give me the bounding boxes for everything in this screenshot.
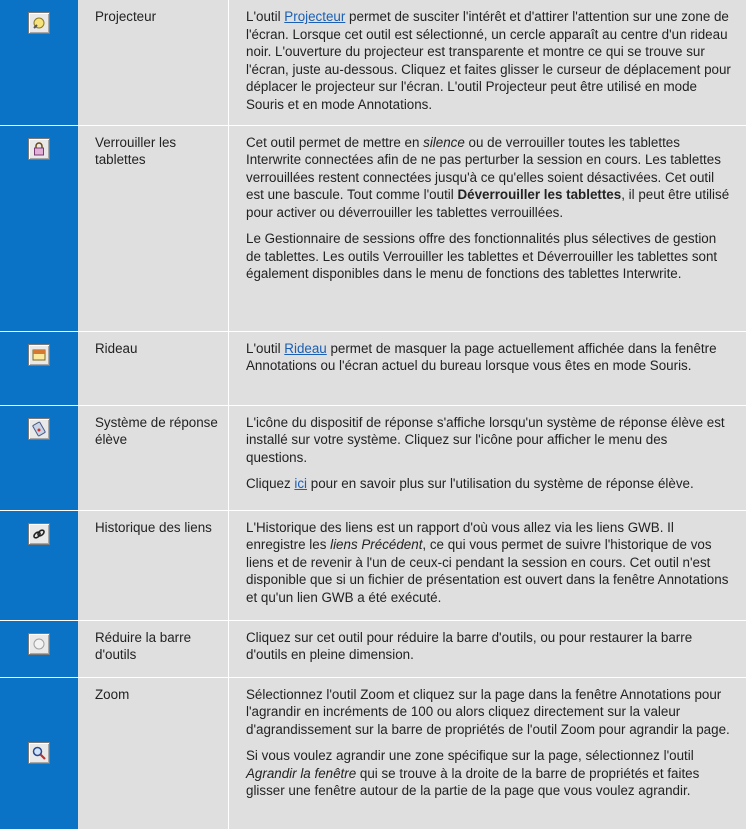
minimize-toolbar-icon[interactable] — [28, 633, 50, 655]
description-cell — [229, 405, 746, 510]
link-history-icon[interactable] — [28, 523, 50, 545]
table-row — [0, 510, 746, 620]
table-row — [0, 620, 746, 677]
icon-cell — [0, 620, 78, 677]
tool-name: Projecteur — [78, 0, 228, 26]
projecteur-link[interactable]: Projecteur — [284, 9, 345, 24]
text: Cet outil permet de mettre en — [246, 135, 423, 150]
name-cell — [78, 677, 229, 829]
text: Le Gestionnaire de sessions offre des fonctionnalités plus sélectives de gestion de tablettes. Les outils Verrouiller les tablettes et Déverrouiller les tablettes sont également disponibles dans le menu de fonctions des tablettes Interwrite. — [246, 231, 717, 281]
icon-cell — [0, 0, 78, 125]
italic-text: silence — [423, 135, 465, 150]
description-paragraph — [246, 340, 732, 375]
text: Cliquez — [246, 476, 294, 491]
table-row — [0, 677, 746, 829]
response-system-icon[interactable] — [28, 418, 50, 440]
description-paragraph — [246, 134, 732, 222]
name-cell — [78, 510, 229, 620]
name-cell — [78, 405, 229, 510]
icon-cell — [0, 677, 78, 829]
bold-text: Déverrouiller les tablettes — [457, 187, 621, 202]
spotlight-icon[interactable] — [28, 12, 50, 34]
italic-text: Agrandir la fenêtre — [246, 766, 356, 781]
description-cell — [229, 510, 746, 620]
tool-name: Rideau — [78, 332, 228, 358]
name-cell — [78, 0, 229, 125]
description-cell — [229, 620, 746, 677]
icon-cell — [0, 405, 78, 510]
text: L'outil — [246, 341, 284, 356]
text: , il peut être utilisé pour activer ou déverrouiller les tablettes verrouillées. — [246, 187, 729, 220]
tool-name: Zoom — [78, 678, 228, 704]
text: ou de verrouiller toutes les tablettes Interwrite connectées afin de ne pas perturber la session en cours. Les tablettes verrouillées restent connectées jusqu'à ce qu'elles soient désactivées. Cet outil est une bascule. Tout comme l'outil — [246, 135, 721, 203]
table-row — [0, 405, 746, 510]
text: L'Historique des liens est un rapport d'où vous allez via les liens GWB. Il enregistre les — [246, 520, 674, 553]
italic-text: liens Précédent — [330, 537, 422, 552]
tool-name: Verrouiller les tablettes — [78, 126, 228, 169]
rideau-link[interactable]: Rideau — [284, 341, 326, 356]
icon-cell — [0, 510, 78, 620]
description-cell — [229, 0, 746, 125]
description-cell — [229, 677, 746, 829]
curtain-icon[interactable] — [28, 344, 50, 366]
table-row — [0, 0, 746, 125]
zoom-icon[interactable] — [28, 742, 50, 764]
icon-cell — [0, 125, 78, 331]
name-cell — [78, 125, 229, 331]
text: permet de susciter l'intérêt et d'attirer l'attention sur une zone de l'écran. Lorsque cet outil est sélectionné, un cercle apparaît au centre d'un rideau noir. L'ouverture du projecteur est transparente et montre ce qui se trouve sur l'écran, juste au-dessous. Cliquez et faites glisser le curseur de déplacement pour déplacer le projecteur sur l'écran. L'outil Projecteur peut être utilisé en mode Souris et en mode Annotations. — [246, 9, 731, 112]
icon-cell — [0, 331, 78, 405]
text: Sélectionnez l'outil Zoom et cliquez sur la page dans la fenêtre Annotations pour l'agrandir en incréments de 100 ou alors cliquez directement sur la valeur d'agrandissement sur la barre de propriétés de l'outil Zoom pour agrandir la page. — [246, 687, 730, 737]
name-cell — [78, 620, 229, 677]
text: pour en savoir plus sur l'utilisation du système de réponse élève. — [307, 476, 694, 491]
description-cell — [229, 331, 746, 405]
description-paragraph — [246, 8, 732, 113]
table-row — [0, 331, 746, 405]
text: permet de masquer la page actuellement affichée dans la fenêtre Annotations ou l'écran actuel du bureau lorsque vous êtes en mode Souris. — [246, 341, 717, 374]
description-paragraph — [246, 686, 732, 739]
description-paragraph — [246, 629, 732, 664]
tool-name: Système de réponse élève — [78, 406, 228, 449]
text: qui se trouve à la droite de la barre de propriétés et faites glisser une fenêtre autour de la partie de la page que vous voulez agrandir. — [246, 766, 699, 799]
tool-name: Historique des liens — [78, 511, 228, 537]
text: L'icône du dispositif de réponse s'affiche lorsqu'un système de réponse élève est installé sur votre système. Cliquez sur l'icône pour afficher le menu des questions. — [246, 415, 725, 465]
description-paragraph — [246, 747, 732, 800]
description-paragraph — [246, 475, 732, 493]
ici-link[interactable]: ici — [294, 476, 307, 491]
text: Cliquez sur cet outil pour réduire la barre d'outils, ou pour restaurer la barre d'outils en pleine dimension. — [246, 630, 692, 663]
description-paragraph — [246, 519, 732, 607]
text: Si vous voulez agrandir une zone spécifique sur la page, sélectionnez l'outil — [246, 748, 694, 763]
table-row — [0, 125, 746, 331]
tool-name: Réduire la barre d'outils — [78, 621, 228, 664]
text: , ce qui vous permet de suivre l'historique de vos liens et de revenir à l'un de ceux-ci pendant la session en cours. Cet outil n'est disponible que si un fichier de présentation est ouvert dans la fenêtre Annotations et qu'un lien GWB a été exécuté. — [246, 537, 728, 605]
name-cell — [78, 331, 229, 405]
lock-icon[interactable] — [28, 138, 50, 160]
text: L'outil — [246, 9, 284, 24]
description-paragraph — [246, 414, 732, 467]
description-paragraph — [246, 230, 732, 283]
description-cell — [229, 125, 746, 331]
